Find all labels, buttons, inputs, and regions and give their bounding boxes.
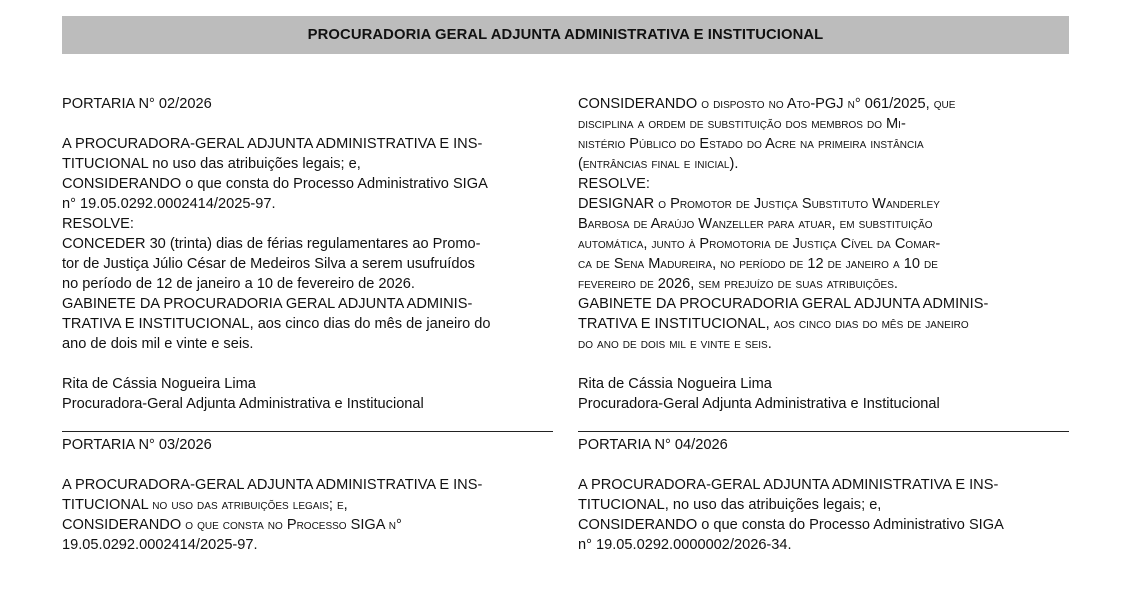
continuation-line: disciplina a ordem de substituição dos membros do Mi- [578, 116, 906, 132]
continuation-line: DESIGNAR o Promotor de Justiça Substituto Wanderley [578, 196, 940, 212]
continuation-line: fevereiro de 2026, sem prejuízo de suas atribuições. [578, 276, 898, 292]
portaria-04-line: A PROCURADORA-GERAL ADJUNTA ADMINISTRATIVA E INS- [578, 477, 999, 493]
portaria-03-line: 19.05.0292.0002414/2025-97. [62, 537, 258, 553]
portaria-02-line: GABINETE DA PROCURADORIA GERAL ADJUNTA ADMINIS- [62, 296, 473, 312]
portaria-03-line: CONSIDERANDO o que consta no Processo SIGA n° [62, 517, 402, 533]
portaria-02-line: RESOLVE: [62, 216, 134, 232]
portaria-02-line: tor de Justiça Júlio César de Medeiros Silva a serem usufruídos [62, 256, 475, 272]
portaria-02-line: A PROCURADORA-GERAL ADJUNTA ADMINISTRATIVA E INS- [62, 136, 483, 152]
portaria-03-line: A PROCURADORA-GERAL ADJUNTA ADMINISTRATIVA E INS- [62, 477, 483, 493]
divider-rule-right [578, 431, 1069, 432]
portaria-03-title: PORTARIA N° 03/2026 [62, 437, 212, 453]
portaria-02-line: CONCEDER 30 (trinta) dias de férias regulamentares ao Promo- [62, 236, 481, 252]
portaria-04-line: TITUCIONAL, no uso das atribuições legais; e, [578, 497, 882, 513]
continuation-line: TRATIVA E INSTITUCIONAL, aos cinco dias do mês de janeiro [578, 316, 969, 332]
signer-name: Rita de Cássia Nogueira Lima [62, 376, 256, 392]
section-header-bar [62, 16, 1069, 54]
continuation-line: automática, junto à Promotoria de Justiça Cível da Comar- [578, 236, 941, 252]
portaria-02 [62, 94, 553, 414]
portaria-continuation [578, 94, 1069, 414]
continuation-line: Barbosa de Araújo Wanzeller para atuar, em substituição [578, 216, 933, 232]
continuation-line: RESOLVE: [578, 176, 650, 192]
portaria-02-title: PORTARIA N° 02/2026 [62, 96, 212, 112]
continuation-line: CONSIDERANDO o disposto no Ato-PGJ n° 061/2025, que [578, 96, 956, 112]
portaria-02-line: CONSIDERANDO o que consta do Processo Administrativo SIGA [62, 176, 488, 192]
signer-role: Procuradora-Geral Adjunta Administrativa e Institucional [62, 396, 424, 412]
portaria-04-line: n° 19.05.0292.0000002/2026-34. [578, 537, 792, 553]
portaria-02-line: no período de 12 de janeiro a 10 de fevereiro de 2026. [62, 276, 415, 292]
portaria-02-line: ano de dois mil e vinte e seis. [62, 336, 254, 352]
portaria-02-line: n° 19.05.0292.0002414/2025-97. [62, 196, 276, 212]
portaria-04-line: CONSIDERANDO o que consta do Processo Administrativo SIGA [578, 517, 1004, 533]
section-header-title: PROCURADORIA GERAL ADJUNTA ADMINISTRATIVA E INSTITUCIONAL [307, 27, 824, 43]
signer-role: Procuradora-Geral Adjunta Administrativa e Institucional [578, 396, 940, 412]
continuation-line: GABINETE DA PROCURADORIA GERAL ADJUNTA ADMINIS- [578, 296, 989, 312]
portaria-03-line: TITUCIONAL no uso das atribuições legais; e, [62, 497, 348, 513]
signer-name: Rita de Cássia Nogueira Lima [578, 376, 772, 392]
portaria-03 [62, 435, 553, 555]
continuation-line: (entrâncias final e inicial). [578, 156, 739, 172]
continuation-line: ca de Sena Madureira, no período de 12 de janeiro a 10 de [578, 256, 938, 272]
portaria-04 [578, 435, 1069, 555]
portaria-02-line: TITUCIONAL no uso das atribuições legais; e, [62, 156, 361, 172]
continuation-line: do ano de dois mil e vinte e seis. [578, 336, 772, 352]
divider-rule-left [62, 431, 553, 432]
continuation-line: nistério Público do Estado do Acre na primeira instância [578, 136, 924, 152]
portaria-02-line: TRATIVA E INSTITUCIONAL, aos cinco dias do mês de janeiro do [62, 316, 491, 332]
portaria-04-title: PORTARIA N° 04/2026 [578, 437, 728, 453]
